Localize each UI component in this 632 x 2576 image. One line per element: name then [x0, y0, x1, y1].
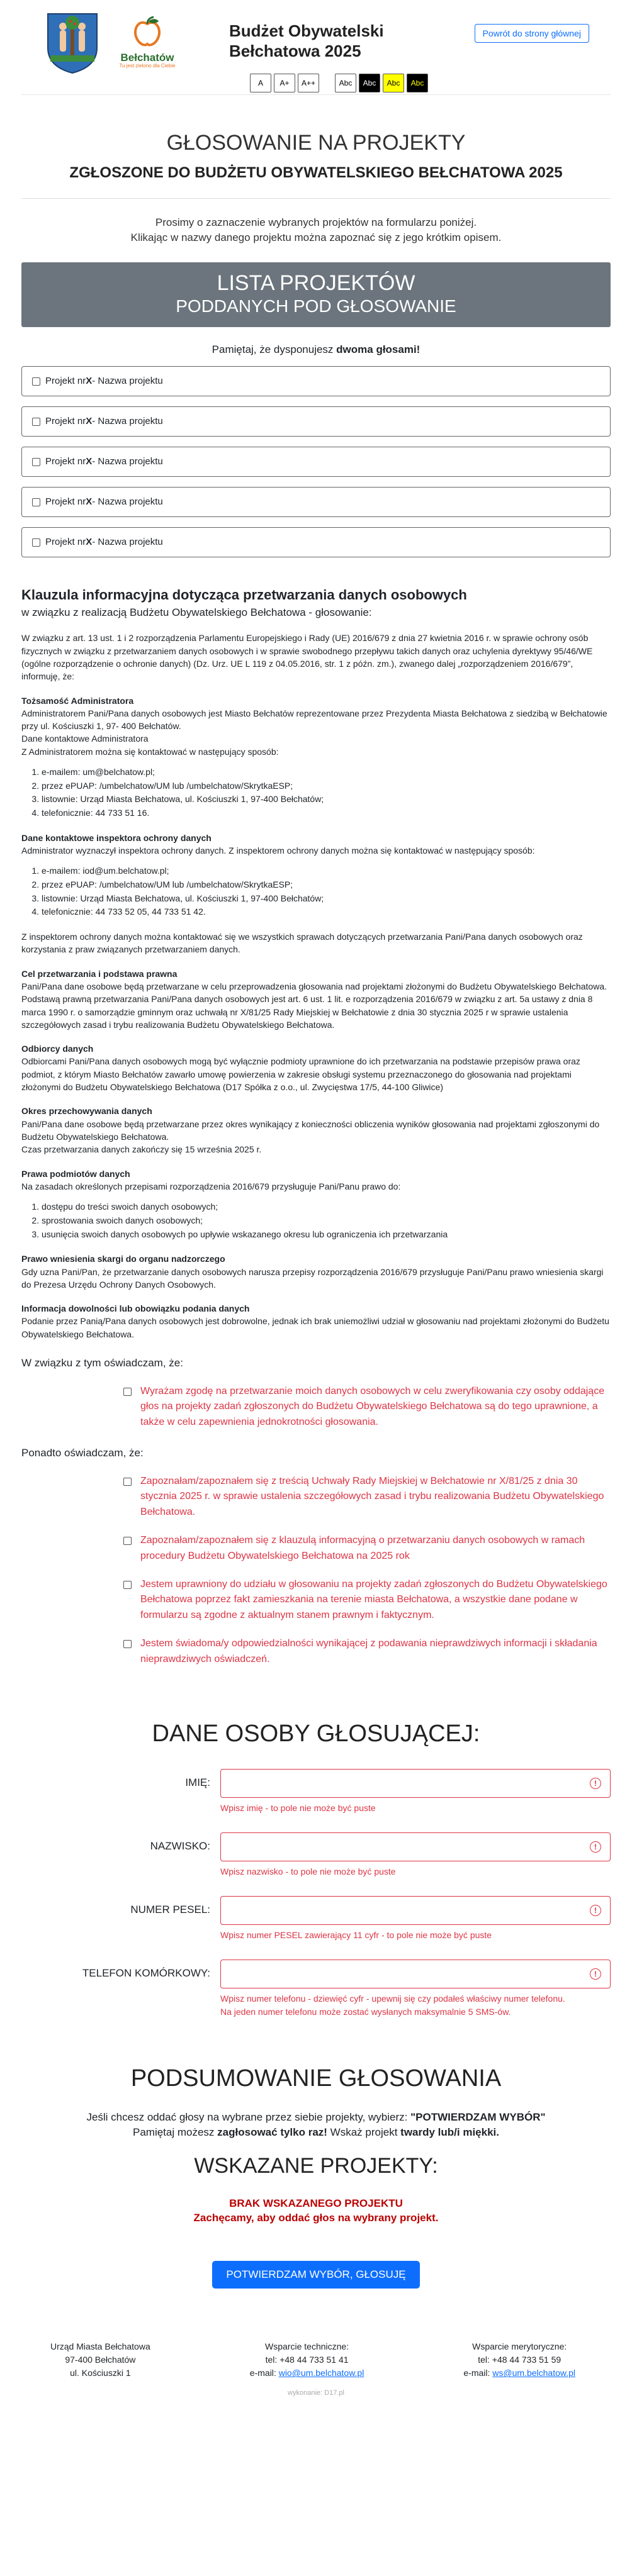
intro-text: [21, 215, 611, 246]
project-label[interactable]: Projekt nr: [45, 496, 86, 508]
summary-title: PODSUMOWANIE GŁOSOWANIA: [130, 2065, 502, 2092]
project-name-link[interactable]: - Nazwa projektu: [92, 537, 163, 548]
footer-text: Wsparcie merytoryczne:: [472, 2341, 567, 2352]
declaration-heading: W związku z tym oświadczam, że:: [21, 1357, 183, 1369]
font-size-normal-button[interactable]: A: [250, 74, 271, 92]
project-list: [21, 366, 611, 557]
project-item[interactable]: [21, 366, 611, 396]
logo-tagline: Tu jest zielono dla Ciebie: [119, 63, 176, 69]
section-heading: Dane kontaktowe inspektora ochrony danych: [21, 832, 212, 843]
back-to-home-button[interactable]: Powrót do strony głównej: [475, 24, 589, 43]
font-size-xlarge-button[interactable]: A++: [298, 74, 319, 92]
pesel-input[interactable]: [220, 1896, 611, 1925]
contrast-switcher: [335, 74, 428, 92]
consent-checkbox[interactable]: [123, 1537, 132, 1545]
phone-error-line1: Wpisz numer telefonu - dziewięć cyfr - upewnij się czy podałeś właściwy numer telefonu.: [220, 1993, 565, 2004]
clause-title: Klauzula informacyjna dotycząca przetwarzania danych osobowych: [21, 587, 467, 603]
section-heading: Informacja dowolności lub obowiązku podania danych: [21, 1303, 250, 1314]
footer-address: [50, 2340, 150, 2380]
summary-line2-bold: zagłosować tylko raz!: [217, 2126, 327, 2139]
site-footer: [21, 2340, 611, 2380]
consent-checkbox[interactable]: [123, 1388, 132, 1396]
confirm-vote-button[interactable]: POTWIERDZAM WYBÓR, GŁOSUJĘ: [212, 2261, 419, 2289]
clause-intro: W związku z art. 13 ust. 1 i 2 rozporządzenia Parlamentu Europejskiego i Rady (UE) 2016/679 z dnia 27 kwietnia 2016 r. w sprawie ochrony osób fizycznych w związku z przetwarzaniem danych osobowych i w sprawie swobodnego przepływu takich danych oraz uchylenia dyrektywy 95/46/WE (ogólne rozporządzenie o ochronie danych) (Dz. Urz. UE L 119 z 04.05.2016, str. 1 z późn. zm.), zwanego dalej „rozporządzeniem 2016/679”, informuję, że:: [21, 633, 593, 682]
logo-name: Bełchatów: [120, 52, 174, 64]
consent-row[interactable]: [21, 1533, 611, 1564]
error-icon: !: [590, 1778, 601, 1789]
section-heading: Prawa podmiotów danych: [21, 1168, 130, 1179]
rights-list: [42, 1200, 611, 1241]
consent-label[interactable]: Jestem uprawniony do udziału w głosowaniu na projekty zadań zgłoszonych do Budżetu Obywatelskiego Bełchatowa poprzez fakt zamieszkania na terenie miasta Bełchatowa, a wszystkie dane podane w formularzu są zgodne z aktualnym stanem prawnym i faktycznym.: [140, 1578, 607, 1621]
footer-text: Urząd Miasta Bełchatowa: [50, 2341, 150, 2352]
project-number[interactable]: X: [86, 456, 93, 467]
section-text: Pani/Pana dane osobowe będą przetwarzane w celu przeprowadzenia głosowania nad projektami złożonymi do Budżetu Obywatelskiego Bełchatowa.: [21, 981, 607, 991]
project-checkbox[interactable]: [32, 377, 40, 386]
list-item: 2. sprostowania swoich danych osobowych;: [42, 1214, 611, 1228]
list-item: 2. przez ePUAP: /umbelchatow/UM lub /umbelchatow/SkrytkaESP;: [42, 878, 611, 892]
section-text: Z inspektorem ochrony danych można kontaktować się we wszystkich sprawach dotyczących przetwarzania Pani/Pana danych osobowych oraz korzystania z praw związanych przetwarzaniem danych.: [21, 932, 583, 955]
clause-subtitle: w związku z realizacją Budżetu Obywatelskiego Bełchatowa - głosowanie:: [21, 606, 372, 618]
votes-reminder: [21, 342, 611, 358]
footer-text: Wsparcie techniczne:: [265, 2341, 349, 2352]
error-icon: !: [590, 1841, 601, 1853]
consent-label[interactable]: Wyrażam zgodę na przetwarzanie moich danych osobowych w celu zweryfikowania czy osoby oddające głos na projekty zadań zgłoszonych do Budżetu Obywatelskiego Bełchatowa są do tego uprawnione, a także w celu zapewnienia jednokrotności głosowania.: [140, 1385, 605, 1428]
project-number[interactable]: X: [86, 496, 93, 508]
footer-content-support: [463, 2340, 575, 2380]
apple-logo-icon: [131, 15, 164, 48]
phone-error: [220, 1992, 611, 2019]
footer-text: tel: +48 44 733 51 59: [478, 2355, 561, 2365]
content-support-email-link[interactable]: ws@um.belchatow.pl: [492, 2368, 575, 2378]
project-label[interactable]: Projekt nr: [45, 416, 86, 427]
project-name-link[interactable]: - Nazwa projektu: [92, 496, 163, 508]
section-text: Podstawą prawną przetwarzania Pani/Pana danych osobowych jest art. 6 ust. 1 lit. e rozporządzenia 2016/679 w związku z art. 5a ustawy z dnia 8 marca 1990 r. o samorządzie gminnym oraz uchwałą nr X/81/25 Rady Miejskiej w Bełchatowie z dnia 30 stycznia 2025 r w sprawie ustalenia szczegółowych zasad i trybu realizowania Budżetu Obywatelskiego Bełchatowa.: [21, 994, 593, 1030]
phone-input[interactable]: [220, 1960, 611, 1988]
first-name-label: IMIĘ:: [185, 1776, 210, 1788]
footer-text: e-mail:: [463, 2368, 493, 2378]
consent-label[interactable]: Jestem świadoma/y odpowiedzialności wynikającej z podawania nieprawdziwych informacji i składania nieprawdziwych oświadczeń.: [140, 1638, 597, 1664]
phone-error-line2: Na jeden numer telefonu może zostać wysłanych maksymalnie 5 SMS-ów.: [220, 2006, 511, 2017]
list-item: 1. e-mailem: iod@um.belchatow.pl;: [42, 864, 611, 878]
footer-text: e-mail:: [249, 2368, 279, 2378]
section-text: Z Administratorem można się kontaktować w następujący sposób:: [21, 746, 279, 757]
consent-row[interactable]: [21, 1384, 611, 1430]
page-subtitle: ZGŁOSZONE DO BUDŻETU OBYWATELSKIEGO BEŁCHATOWA 2025: [69, 164, 563, 181]
no-project-line1: BRAK WSKAZANEGO PROJEKTU: [229, 2197, 403, 2210]
first-name-error: Wpisz imię - to pole nie może być puste: [220, 1802, 376, 1813]
project-name-link[interactable]: - Nazwa projektu: [92, 416, 163, 427]
belchatow-logo: [116, 15, 179, 69]
list-item: 3. listownie: Urząd Miasta Bełchatowa, ul. Kościuszki 1, 97-400 Bełchatów;: [42, 793, 611, 806]
project-list-banner: [21, 262, 611, 327]
section-heading: Tożsamość Administratora: [21, 695, 134, 706]
project-item[interactable]: [21, 527, 611, 557]
project-checkbox[interactable]: [32, 418, 40, 426]
city-crest-icon: [45, 11, 99, 74]
consent-checkbox[interactable]: [123, 1640, 132, 1648]
footer-text: 97-400 Bełchatów: [65, 2355, 136, 2365]
summary-line2-mid: Wskaż projekt: [327, 2126, 401, 2139]
intro-line1: Prosimy o zaznaczenie wybranych projektów na formularzu poniżej.: [155, 216, 477, 228]
section-text: Pani/Pana dane osobowe będą przetwarzane przez okres wynikający z konieczności obliczenia wyników głosowania nad projektami zgłoszonymi do Budżetu Obywatelskiego Bełchatowa.: [21, 1118, 600, 1142]
section-heading: Cel przetwarzania i podstawa prawna: [21, 968, 178, 979]
contrast-default-button[interactable]: Abc: [335, 74, 356, 92]
contrast-black-on-yellow-button[interactable]: Abc: [383, 74, 404, 92]
section-text: Czas przetwarzania danych zakończy się 15 września 2025 r.: [21, 1144, 262, 1155]
section-text: Administratorem Pani/Pana danych osobowych jest Miasto Bełchatów reprezentowane przez Prezydenta Miasta Bełchatowa z siedzibą w Bełchatowie przy ul. Kościuszki 1, 97- 400 Bełchatów.: [21, 708, 607, 732]
project-item[interactable]: [21, 487, 611, 517]
intro-line2: Klikając w nazwy danego projektu można zapoznać się z jego krótkim opisem.: [130, 231, 502, 244]
section-text: Gdy uzna Pani/Pan, że przetwarzanie danych osobowych narusza przepisy rozporządzenia 2016/679 przysługuje Pani/Panu prawo wniesienia skargi do Prezesa Urzędu Ochrony Danych Osobowych.: [21, 1266, 604, 1290]
page-title: GŁOSOWANIE NA PROJEKTY: [166, 131, 466, 155]
footer-text: tel: +48 44 733 51 41: [265, 2355, 349, 2365]
section-text: Na zasadach określonych przepisami rozporządzenia 2016/679 przysługuje Pani/Panu prawo do:: [21, 1181, 401, 1191]
footer-text: ul. Kościuszki 1: [70, 2368, 131, 2378]
project-number[interactable]: X: [86, 376, 93, 387]
made-by-credit[interactable]: wykonanie: D17.pl: [288, 2389, 344, 2397]
summary-line1: Jeśli chcesz oddać głosy na wybrane przez siebie projekty, wybierz:: [86, 2110, 411, 2123]
banner-line2: PODDANYCH POD GŁOSOWANIE: [176, 296, 456, 316]
project-name-link[interactable]: - Nazwa projektu: [92, 376, 163, 387]
privacy-clause: [21, 586, 611, 1341]
last-name-row: [21, 1832, 611, 1878]
summary-line2-bold: twardy lub/i miękki.: [400, 2126, 499, 2139]
footer-tech-support: [250, 2340, 364, 2380]
error-icon: !: [590, 1968, 601, 1980]
contrast-white-on-black-button[interactable]: Abc: [359, 74, 380, 92]
project-item[interactable]: [21, 406, 611, 437]
no-project-line2: Zachęcamy, aby oddać głos na wybrany projekt.: [193, 2212, 439, 2224]
first-name-row: [21, 1769, 611, 1815]
title-divider: [21, 198, 611, 199]
site-title-line2: Bełchatowa 2025: [229, 41, 361, 60]
font-size-switcher: [250, 74, 319, 92]
last-name-error: Wpisz nazwisko - to pole nie może być puste: [220, 1866, 396, 1876]
list-item: 4. telefonicznie: 44 733 52 05, 44 733 51 42.: [42, 905, 611, 919]
consent-row[interactable]: [21, 1636, 611, 1668]
banner-line1: LISTA PROJEKTÓW: [217, 270, 415, 295]
list-item: 2. przez ePUAP: /umbelchatow/UM lub /umbelchatow/SkrytkaESP;: [42, 779, 611, 793]
project-item[interactable]: [21, 447, 611, 477]
declaration-heading: Ponadto oświadczam, że:: [21, 1447, 144, 1459]
chosen-projects-title: WSKAZANE PROJEKTY:: [194, 2154, 438, 2178]
reminder-bold: dwoma głosami!: [336, 343, 420, 355]
site-title: [229, 21, 384, 61]
tech-support-email-link[interactable]: wio@um.belchatow.pl: [278, 2368, 364, 2378]
iod-contact-list: [42, 864, 611, 919]
consent-row[interactable]: [21, 1577, 611, 1624]
no-project-selected-message: [21, 2197, 611, 2226]
site-header: [21, 0, 611, 94]
project-number[interactable]: X: [86, 416, 93, 427]
summary-line2: Pamiętaj możesz: [133, 2126, 218, 2139]
consent-checkbox[interactable]: [123, 1478, 132, 1486]
voter-data-title: DANE OSOBY GŁOSUJĄCEJ:: [152, 1720, 480, 1747]
section-heading: Odbiorcy danych: [21, 1044, 94, 1054]
list-item: 4. telefonicznie: 44 733 51 16.: [42, 806, 611, 820]
pesel-error: Wpisz numer PESEL zawierający 11 cyfr - to pole nie może być puste: [220, 1929, 492, 1940]
list-item: 1. e-mailem: um@belchatow.pl;: [42, 766, 611, 779]
admin-contact-list: [42, 766, 611, 820]
error-icon: !: [590, 1905, 601, 1916]
section-heading: Okres przechowywania danych: [21, 1106, 152, 1117]
section-text: Dane kontaktowe Administratora: [21, 733, 149, 744]
font-size-large-button[interactable]: A+: [274, 74, 295, 92]
project-checkbox[interactable]: [32, 458, 40, 466]
list-item: 3. usunięcia swoich danych osobowych po upływie wskazanego okresu lub ograniczenia ich przetwarzania: [42, 1228, 611, 1242]
summary-line1-bold: "POTWIERDZAM WYBÓR": [410, 2110, 546, 2123]
reminder-text: Pamiętaj, że dysponujesz: [212, 343, 337, 355]
list-item: 3. listownie: Urząd Miasta Bełchatowa, ul. Kościuszki 1, 97-400 Bełchatów;: [42, 892, 611, 906]
project-label[interactable]: Projekt nr: [45, 376, 86, 387]
last-name-label: NAZWISKO:: [150, 1839, 210, 1852]
section-text: Podanie przez Panią/Pana danych osobowych jest dobrowolne, jednak ich brak uniemożliwi udział w głosowaniu nad projektami złożonymi do Budżetu Obywatelskiego Bełchatowa.: [21, 1316, 609, 1339]
site-title-line1: Budżet Obywatelski: [229, 21, 384, 40]
consent-label[interactable]: Zapoznałam/zapoznałem się z klauzulą informacyjną o przetwarzaniu danych osobowych w ramach procedury Budżetu Obywatelskiego Bełchatowa na 2025 rok: [140, 1535, 585, 1561]
pesel-label: NUMER PESEL:: [130, 1903, 210, 1915]
pesel-row: [21, 1896, 611, 1942]
phone-label: TELEFON KOMÓRKOWY:: [82, 1966, 210, 1979]
last-name-input[interactable]: [220, 1832, 611, 1861]
first-name-input[interactable]: [220, 1769, 611, 1798]
project-label[interactable]: Projekt nr: [45, 456, 86, 467]
list-item: 1. dostępu do treści swoich danych osobowych;: [42, 1200, 611, 1214]
consent-label[interactable]: Zapoznałam/zapoznałem się z treścią Uchwały Rady Miejskiej w Bełchatowie nr X/81/25 z dnia 30 stycznia 2025 r. w sprawie ustalenia szczegółowych zasad i trybu realizowania Budżetu Obywatelskiego Bełchatowa.: [140, 1475, 604, 1518]
project-number[interactable]: X: [86, 537, 93, 548]
project-name-link[interactable]: - Nazwa projektu: [92, 456, 163, 467]
section-heading: Prawo wniesienia skargi do organu nadzorczego: [21, 1254, 225, 1264]
consent-checkbox[interactable]: [123, 1581, 132, 1589]
summary-text: [21, 2110, 611, 2141]
project-checkbox[interactable]: [32, 498, 40, 506]
section-text: Administrator wyznaczył inspektora ochrony danych. Z inspektorem ochrony danych można się kontaktować w następujący sposób:: [21, 845, 535, 856]
phone-row: [21, 1960, 611, 2019]
header-divider: [21, 94, 611, 95]
project-label[interactable]: Projekt nr: [45, 537, 86, 548]
section-text: Odbiorcami Pani/Pana danych osobowych mogą być wyłącznie podmioty uprawnione do ich przetwarzania na podstawie przepisów prawa oraz podmiot, z którym Miasto Bełchatów zawarło umowę powierzenia w zakresie obsługi systemu przeznaczonego do głosowania nad projektami złożonymi do Budżetu Obywatelskiego Bełchatowa (D17 Spółka z o.o., ul. Zwycięstwa 17/5, 44-100 Gliwice): [21, 1056, 580, 1093]
contrast-yellow-on-black-button[interactable]: Abc: [407, 74, 428, 92]
consent-row[interactable]: [21, 1474, 611, 1520]
project-checkbox[interactable]: [32, 538, 40, 547]
